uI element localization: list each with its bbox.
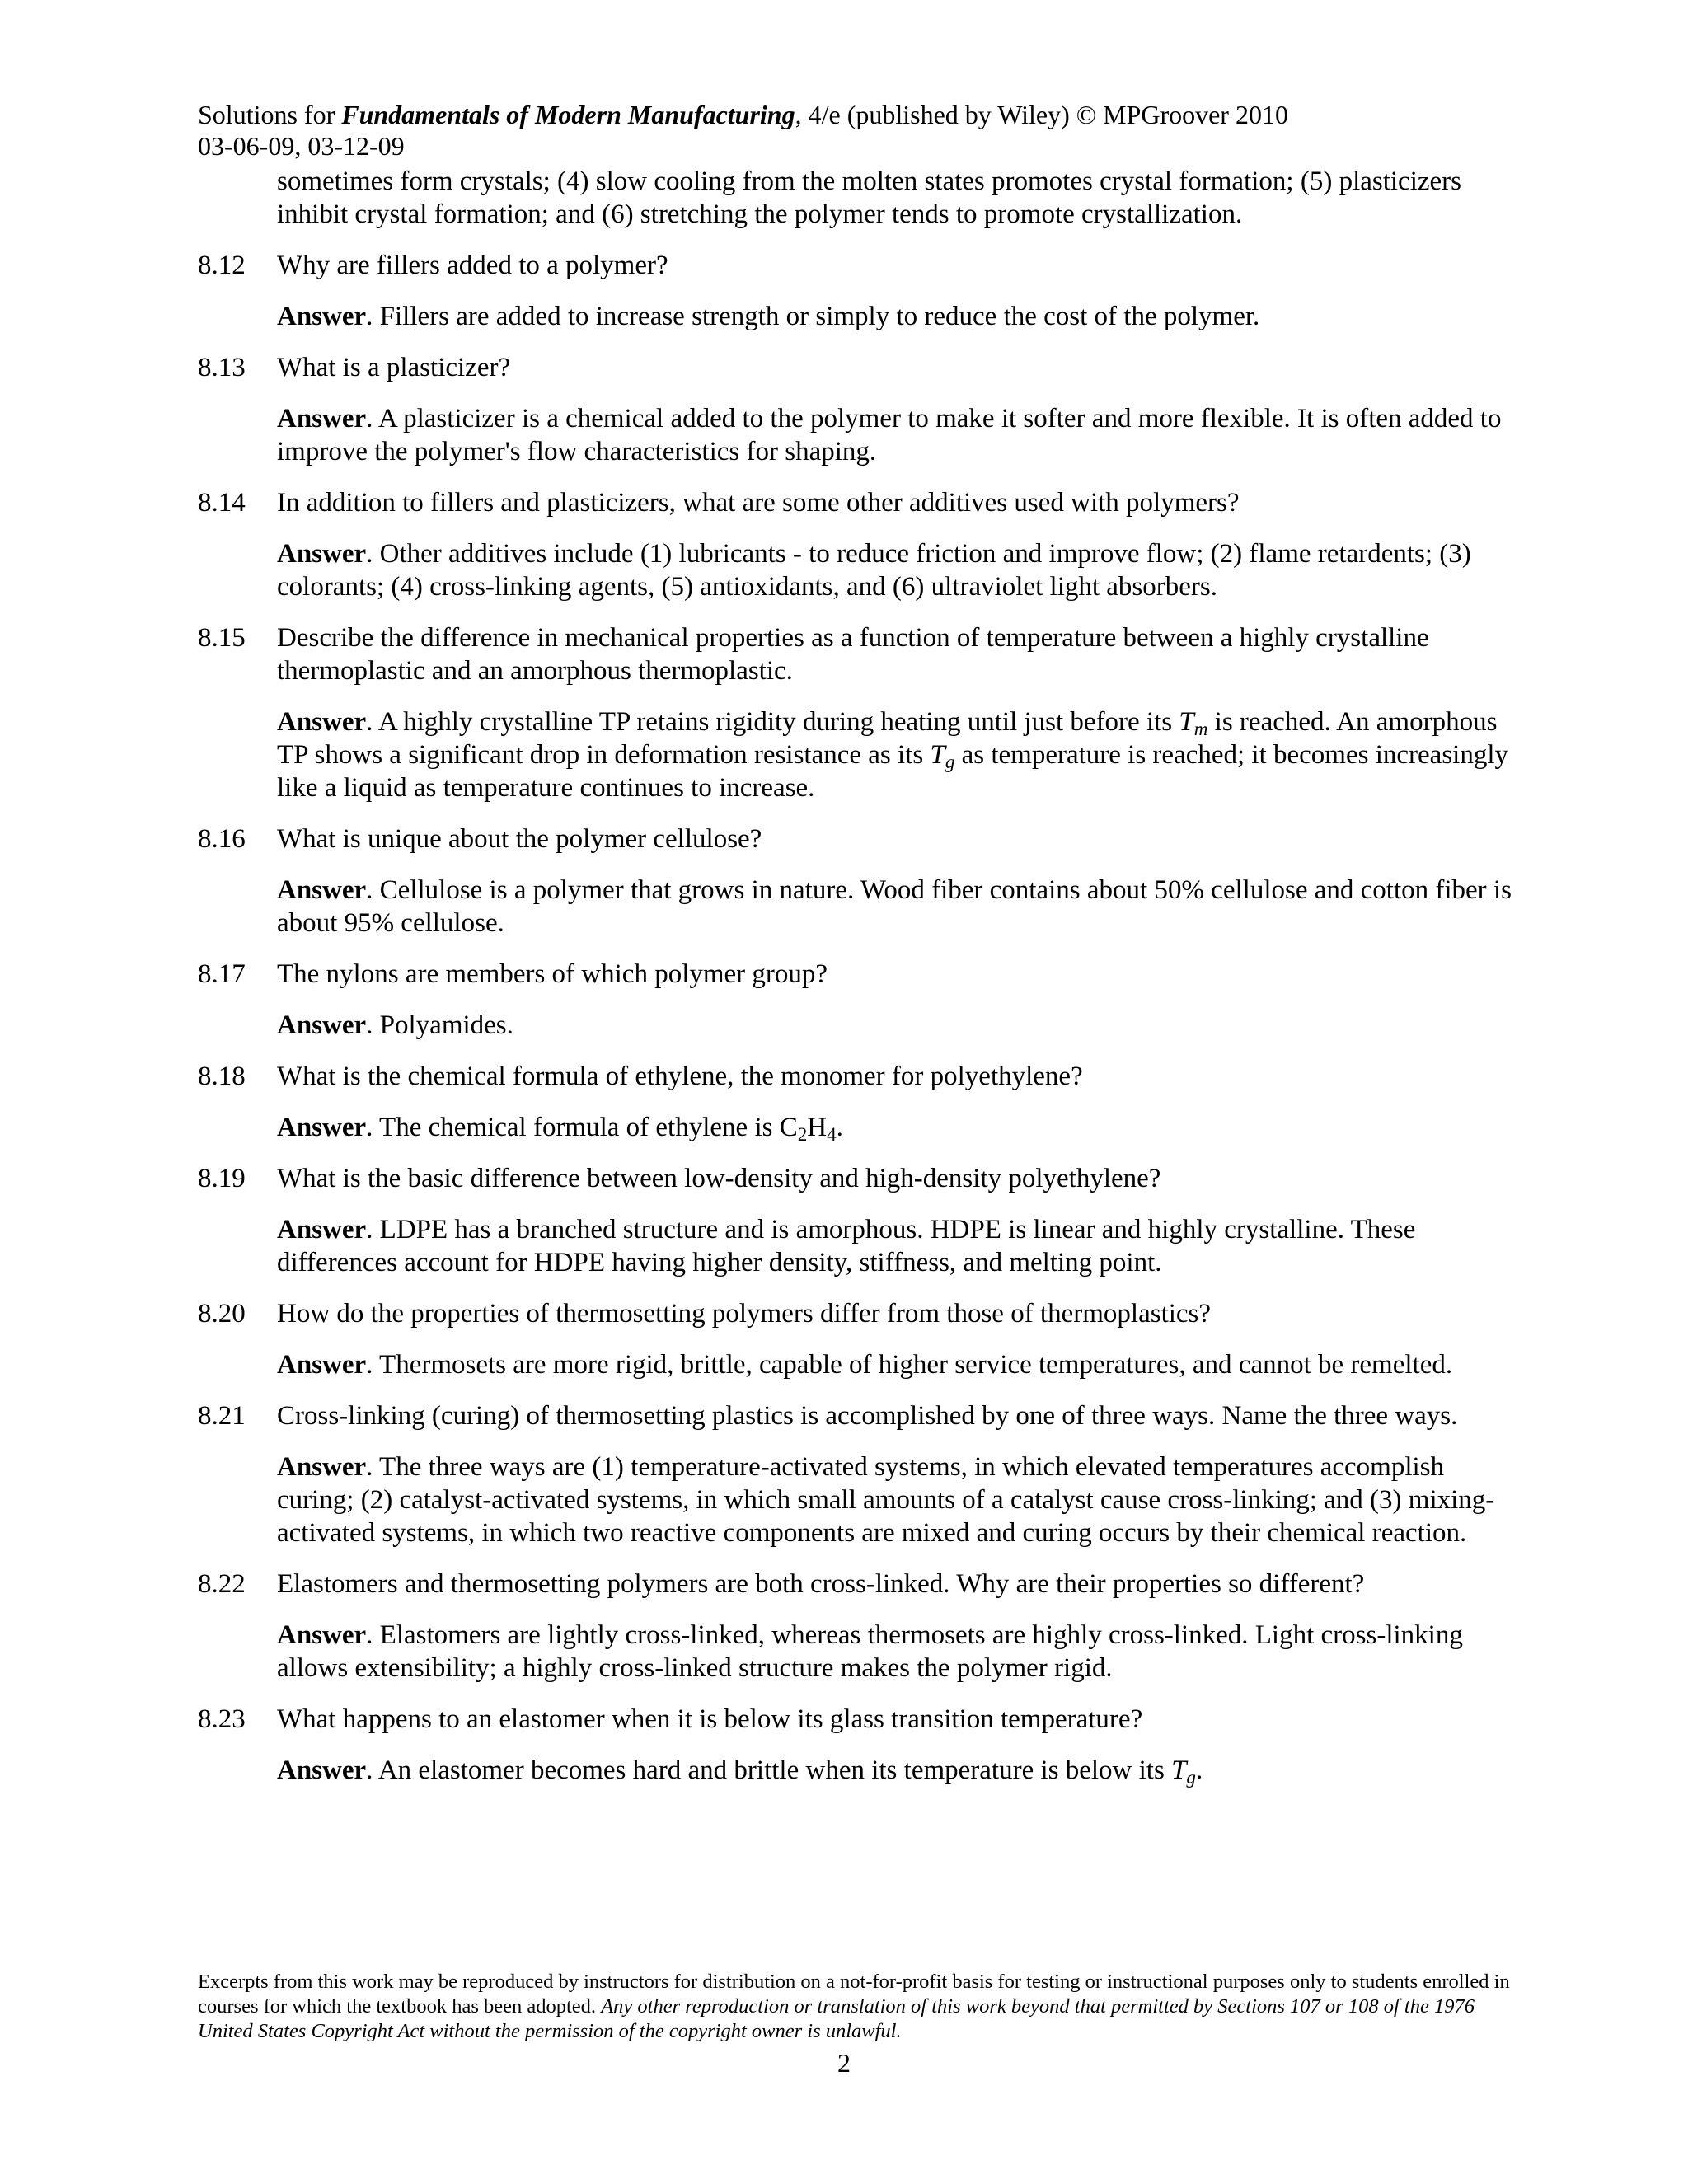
qa-item-8-19	[198, 1162, 1517, 1279]
document-body	[198, 165, 1517, 1805]
header-suffix: , 4/e (published by Wiley) © MPGroover 2010	[795, 100, 1288, 129]
header-prefix: Solutions for	[198, 100, 342, 129]
subscript-4: 4	[827, 1122, 837, 1145]
question	[198, 1060, 1517, 1093]
formula-h: H	[807, 1113, 828, 1142]
question	[198, 1297, 1517, 1330]
copyright-footer	[198, 1970, 1517, 2044]
question-number: 8.12	[198, 251, 246, 280]
answer-label: Answer	[277, 1010, 367, 1040]
question	[198, 621, 1517, 687]
answer	[277, 1213, 1517, 1279]
question-number: 8.21	[198, 1401, 246, 1431]
question-number: 8.13	[198, 353, 246, 382]
answer-text-part-1: . An elastomer becomes hard and brittle when its temperature is below its	[366, 1755, 1172, 1785]
answer-text-part-2: .	[836, 1113, 843, 1142]
header-dates: 03-06-09, 03-12-09	[198, 131, 405, 161]
answer-label: Answer	[277, 1113, 367, 1142]
answer-text: . LDPE has a branched structure and is amorphous. HDPE is linear and highly crystalline. These differences account for HDPE having higher density, stiffness, and melting point.	[277, 1215, 1416, 1277]
subscript-g: g	[1186, 1765, 1196, 1788]
answer-label: Answer	[277, 1350, 367, 1380]
page-header	[198, 99, 1517, 162]
qa-item-8-23	[198, 1703, 1517, 1787]
answer	[277, 1009, 1517, 1042]
question-text: The nylons are members of which polymer group?	[277, 959, 828, 989]
question-number: 8.17	[198, 959, 246, 989]
answer-text: . Cellulose is a polymer that grows in nature. Wood fiber contains about 50% cellulose and cotton fiber is about 95% cellulose.	[277, 875, 1512, 938]
answer	[277, 705, 1517, 804]
answer	[277, 1619, 1517, 1685]
answer	[277, 402, 1517, 468]
question	[198, 958, 1517, 991]
answer	[277, 1451, 1517, 1549]
footer-italic-text: Any other reproduction or translation of this work beyond that permitted by Sections 107 or 108 of the 1976 United States Copyright Act without the permission of the copyright owner is unlawful.	[198, 1995, 1475, 2042]
answer	[277, 1348, 1517, 1381]
answer-label: Answer	[277, 539, 367, 569]
question-number: 8.22	[198, 1569, 246, 1599]
question-number: 8.14	[198, 488, 246, 518]
question-text: What is the chemical formula of ethylene, the monomer for polyethylene?	[277, 1062, 1083, 1091]
symbol-t: T	[1171, 1755, 1187, 1785]
question	[198, 1568, 1517, 1601]
question	[198, 1703, 1517, 1736]
question-text: How do the properties of thermosetting polymers differ from those of thermoplastics?	[277, 1299, 1212, 1329]
question-number: 8.18	[198, 1062, 246, 1091]
answer-label: Answer	[277, 1452, 367, 1482]
answer-text: . The three ways are (1) temperature-activated systems, in which elevated temperatures accomplish curing; (2) catalyst-activated systems, in which small amounts of a catalyst cause cross-linking; and (3) mixing-activated systems, in which two reactive components are mixed and curing occurs by their chemical reaction.	[277, 1452, 1495, 1548]
subscript-m: m	[1193, 717, 1208, 739]
question-text: Why are fillers added to a polymer?	[277, 251, 668, 280]
answer-label: Answer	[277, 302, 367, 331]
answer	[277, 537, 1517, 603]
question	[198, 249, 1517, 282]
answer-label: Answer	[277, 1215, 367, 1244]
qa-item-8-21	[198, 1399, 1517, 1549]
answer	[277, 1111, 1517, 1144]
answer-text: . Polyamides.	[366, 1010, 513, 1040]
answer-label: Answer	[277, 707, 367, 737]
question-number: 8.20	[198, 1299, 246, 1329]
question-number: 8.19	[198, 1164, 246, 1193]
answer-text-part-2: is reached. An amorphous TP shows a significant drop in deformation resistance as its	[277, 707, 1498, 770]
question-text: Elastomers and thermosetting polymers are both cross-linked. Why are their properties so different?	[277, 1569, 1365, 1599]
subscript-g: g	[945, 750, 955, 772]
answer-text: . Other additives include (1) lubricants - to reduce friction and improve flow; (2) flame retardents; (3) colorants; (4) cross-linking agents, (5) antioxidants, and (6) ultraviolet light absorbers.	[277, 539, 1471, 602]
question-text: What is unique about the polymer cellulose?	[277, 824, 762, 854]
footer-text: Excerpts from this work may be reproduced by instructors for distribution on a not-for-profit basis for testing or instructional purposes only to students enrolled in courses for which the textbook has been adopted.	[198, 1971, 1510, 2018]
answer-label: Answer	[277, 1620, 367, 1650]
continued-answer-text: sometimes form crystals; (4) slow cooling from the molten states promotes crystal formation; (5) plasticizers inhibit crystal formation; and (6) stretching the polymer tends to promote crystallization.	[277, 166, 1461, 229]
answer-label: Answer	[277, 875, 367, 905]
answer-text-part-1: . The chemical formula of ethylene is C	[366, 1113, 798, 1142]
question-number: 8.16	[198, 824, 246, 854]
question-text: What happens to an elastomer when it is below its glass transition temperature?	[277, 1704, 1143, 1734]
qa-item-8-18	[198, 1060, 1517, 1144]
answer-text: . A plasticizer is a chemical added to the polymer to make it softer and more flexible. It is often added to improve the polymer's flow characteristics for shaping.	[277, 404, 1502, 466]
qa-item-8-22	[198, 1568, 1517, 1685]
question-number: 8.23	[198, 1704, 246, 1734]
qa-item-8-14	[198, 486, 1517, 603]
answer-text-part-2: .	[1195, 1755, 1203, 1785]
question-text: Describe the difference in mechanical properties as a function of temperature between a highly crystalline thermoplastic and an amorphous thermoplastic.	[277, 623, 1429, 686]
question-text: What is a plasticizer?	[277, 353, 511, 382]
question-text: Cross-linking (curing) of thermosetting plastics is accomplished by one of three ways. Name the three ways.	[277, 1401, 1458, 1431]
answer-text: . Elastomers are lightly cross-linked, whereas thermosets are highly cross-linked. Light cross-linking allows extensibility; a highly cross-linked structure makes the polymer rigid.	[277, 1620, 1463, 1683]
qa-item-8-17	[198, 958, 1517, 1042]
answer-text: . Thermosets are more rigid, brittle, capable of higher service temperatures, and cannot be remelted.	[366, 1350, 1453, 1380]
question	[198, 351, 1517, 384]
header-title-line	[198, 99, 1517, 130]
qa-item-8-16	[198, 823, 1517, 940]
symbol-t: T	[930, 740, 945, 770]
answer-text-part-1: . A highly crystalline TP retains rigidity during heating until just before its	[366, 707, 1179, 737]
answer	[277, 874, 1517, 940]
question	[198, 1162, 1517, 1195]
answer-text-part-3: as temperature is reached; it becomes increasingly like a liquid as temperature continues to increase.	[277, 740, 1508, 803]
book-title: Fundamentals of Modern Manufacturing	[341, 100, 795, 129]
answer	[277, 300, 1517, 333]
question	[198, 486, 1517, 519]
answer-label: Answer	[277, 1755, 367, 1785]
qa-item-8-15	[198, 621, 1517, 804]
question	[198, 1399, 1517, 1432]
answer-label: Answer	[277, 404, 367, 434]
question-text: In addition to fillers and plasticizers, what are some other additives used with polymers?	[277, 488, 1240, 518]
answer	[277, 1754, 1517, 1787]
answer-text: . Fillers are added to increase strength or simply to reduce the cost of the polymer.	[366, 302, 1260, 331]
subscript-2: 2	[797, 1122, 808, 1145]
qa-item-8-13	[198, 351, 1517, 468]
question-number: 8.15	[198, 623, 246, 653]
question	[198, 823, 1517, 855]
page-number: 2	[837, 2048, 851, 2078]
qa-item-8-20	[198, 1297, 1517, 1381]
question-text: What is the basic difference between low-density and high-density polyethylene?	[277, 1164, 1161, 1193]
qa-item-8-12	[198, 249, 1517, 333]
symbol-t: T	[1179, 707, 1194, 737]
